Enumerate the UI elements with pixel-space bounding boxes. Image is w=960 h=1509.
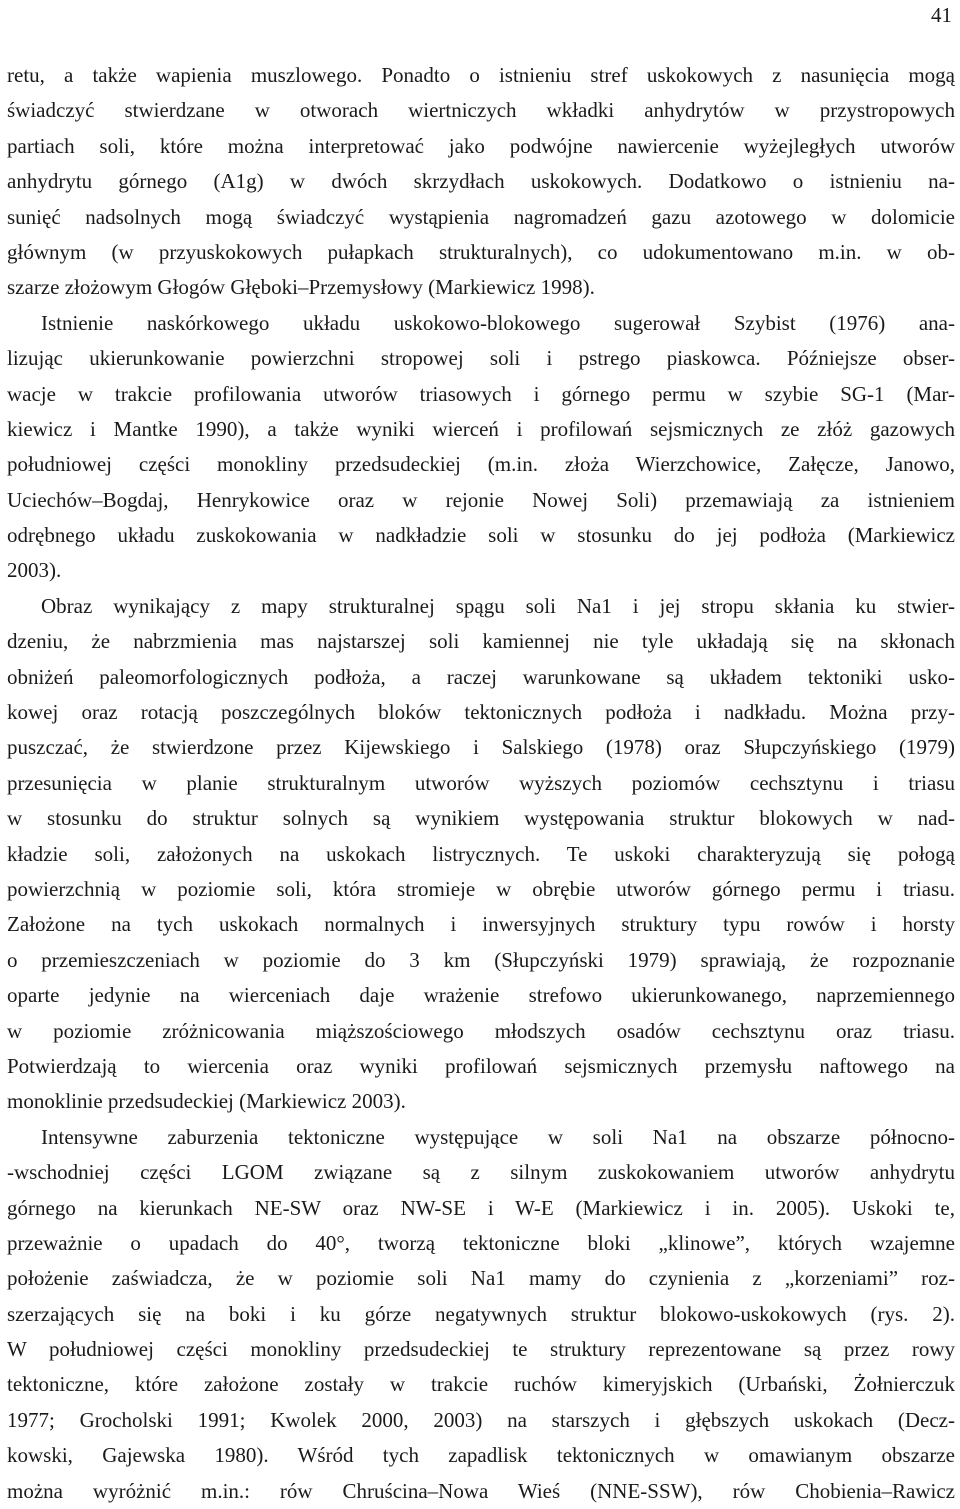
text-line: puszczać, że stwierdzone przez Kijewskiego i Salskiego (1978) oraz Słupczyńskiego (1979) [7, 735, 955, 760]
text-line: położenie zaświadcza, że w poziomie soli Na1 mamy do czynienia z „korzeniami” roz- [7, 1266, 955, 1291]
text-line: lizując ukierunkowanie powierzchni stropowej soli i pstrego piaskowca. Późniejsze obser- [7, 346, 955, 371]
text-line: wacje w trakcie profilowania utworów triasowych i górnego permu w szybie SG-1 (Mar- [7, 381, 955, 406]
text-line: partiach soli, które można interpretować jako podwójne nawiercenie wyżejległych utworów [7, 133, 955, 158]
text-line: 1977; Grocholski 1991; Kwolek 2000, 2003) na starszych i głębszych uskokach (Decz- [7, 1407, 955, 1432]
text-line: Istnienie naskórkowego układu uskokowo-blokowego sugerował Szybist (1976) ana- [41, 310, 955, 335]
text-line: Potwierdzają to wiercenia oraz wyniki profilowań sejsmicznych przemysłu naftowego na [7, 1053, 955, 1078]
text-line: W południowej części monokliny przedsudeckiej te struktury reprezentowane są przez rowy [7, 1337, 955, 1362]
text-line: głównym (w przyuskokowych pułapkach strukturalnych), co udokumentowano m.in. w ob- [7, 239, 955, 264]
text-line: świadczyć stwierdzane w otworach wiertniczych wkładki anhydrytów w przystropowych [7, 98, 955, 123]
text-line: o przemieszczeniach w poziomie do 3 km (Słupczyński 1979) sprawiają, że rozpoznanie [7, 947, 955, 972]
text-line: 2003). [7, 558, 62, 583]
text-line: kiewicz i Mantke 1990), a także wyniki wierceń i profilowań sejsmicznych ze złóż gazowych [7, 416, 955, 441]
text-line: sunięć nadsolnych mogą świadczyć wystąpienia nagromadzeń gazu azotowego w dolomicie [7, 204, 955, 229]
text-line: retu, a także wapienia muszlowego. Ponadto o istnieniu stref uskokowych z nasunięcia mogą [7, 63, 955, 87]
text-line: przeważnie o upadach do 40°, tworzą tektoniczne bloki „klinowe”, których wzajemne [7, 1230, 955, 1255]
text-line: w poziomie zróżnicowania miąższościowego młodszych osadów cechsztynu oraz triasu. [7, 1018, 955, 1043]
text-line: kowski, Gajewska 1980). Wśród tych zapadlisk tektonicznych w omawianym obszarze [7, 1443, 955, 1468]
body-text [7, 58, 955, 1509]
paragraph-4 [7, 1120, 955, 1509]
text-line: można wyróżnić m.in.: rów Chruścina–Nowa Wieś (NNE-SSW), rów Chobienia–Rawicz [7, 1478, 955, 1503]
text-line: obniżeń paleomorfologicznych podłoża, a raczej warunkowane są układem tektoniki usko- [7, 664, 955, 689]
text-line: południowej części monokliny przedsudeckiej (m.in. złoża Wierzchowice, Załęcze, Janowo, [7, 452, 955, 477]
text-line: tektoniczne, które założone zostały w trakcie ruchów kimeryjskich (Urbański, Żołnierczuk [7, 1372, 955, 1397]
text-line: Obraz wynikający z mapy strukturalnej spągu soli Na1 i jej stropu skłania ku stwier- [41, 593, 955, 618]
paragraph-1 [7, 58, 955, 306]
text-line: Założone na tych uskokach normalnych i inwersyjnych struktury typu rowów i horsty [7, 912, 955, 937]
text-line: Uciechów–Bogdaj, Henrykowice oraz w rejonie Nowej Soli) przemawiają za istnieniem [7, 487, 955, 512]
text-line: monoklinie przedsudeckiej (Markiewicz 2003). [7, 1089, 406, 1114]
text-line: anhydrytu górnego (A1g) w dwóch skrzydłach uskokowych. Dodatkowo o istnieniu na- [7, 169, 955, 194]
text-line: kładzie soli, założonych na uskokach listrycznych. Te uskoki charakteryzują się połogą [7, 841, 955, 866]
text-line: przesunięcia w planie strukturalnym utworów wyższych poziomów cechsztynu i triasu [7, 770, 955, 795]
page-number: 41 [931, 3, 952, 27]
text-line: szerzających się na boki i ku górze negatywnych struktur blokowo-uskokowych (rys. 2). [7, 1301, 955, 1326]
text-line: kowej oraz rotacją poszczególnych bloków tektonicznych podłoża i nadkładu. Można przy- [7, 700, 955, 725]
paragraph-3 [7, 589, 955, 1120]
text-line: w stosunku do struktur solnych są wynikiem występowania struktur blokowych w nad- [7, 806, 955, 831]
text-line: odrębnego układu zuskokowania w nadkładzie soli w stosunku do jej podłoża (Markiewicz [7, 523, 955, 548]
paragraph-2 [7, 306, 955, 589]
text-line: górnego na kierunkach NE-SW oraz NW-SE i W-E (Markiewicz i in. 2005). Uskoki te, [7, 1195, 955, 1220]
text-line: Intensywne zaburzenia tektoniczne występujące w soli Na1 na obszarze północno- [41, 1124, 955, 1149]
text-line: oparte jedynie na wierceniach daje wrażenie strefowo ukierunkowanego, naprzemiennego [7, 983, 955, 1008]
text-line: -wschodniej części LGOM związane są z silnym zuskokowaniem utworów anhydrytu [7, 1160, 955, 1185]
text-line: szarze złożowym Głogów Głęboki–Przemysłowy (Markiewicz 1998). [7, 275, 595, 300]
text-line: powierzchnią w poziomie soli, która stromieje w obrębie utworów górnego permu i triasu. [7, 876, 955, 901]
text-line: dzeniu, że nabrzmienia mas najstarszej soli kamiennej nie tyle układają się na skłonach [7, 629, 955, 654]
